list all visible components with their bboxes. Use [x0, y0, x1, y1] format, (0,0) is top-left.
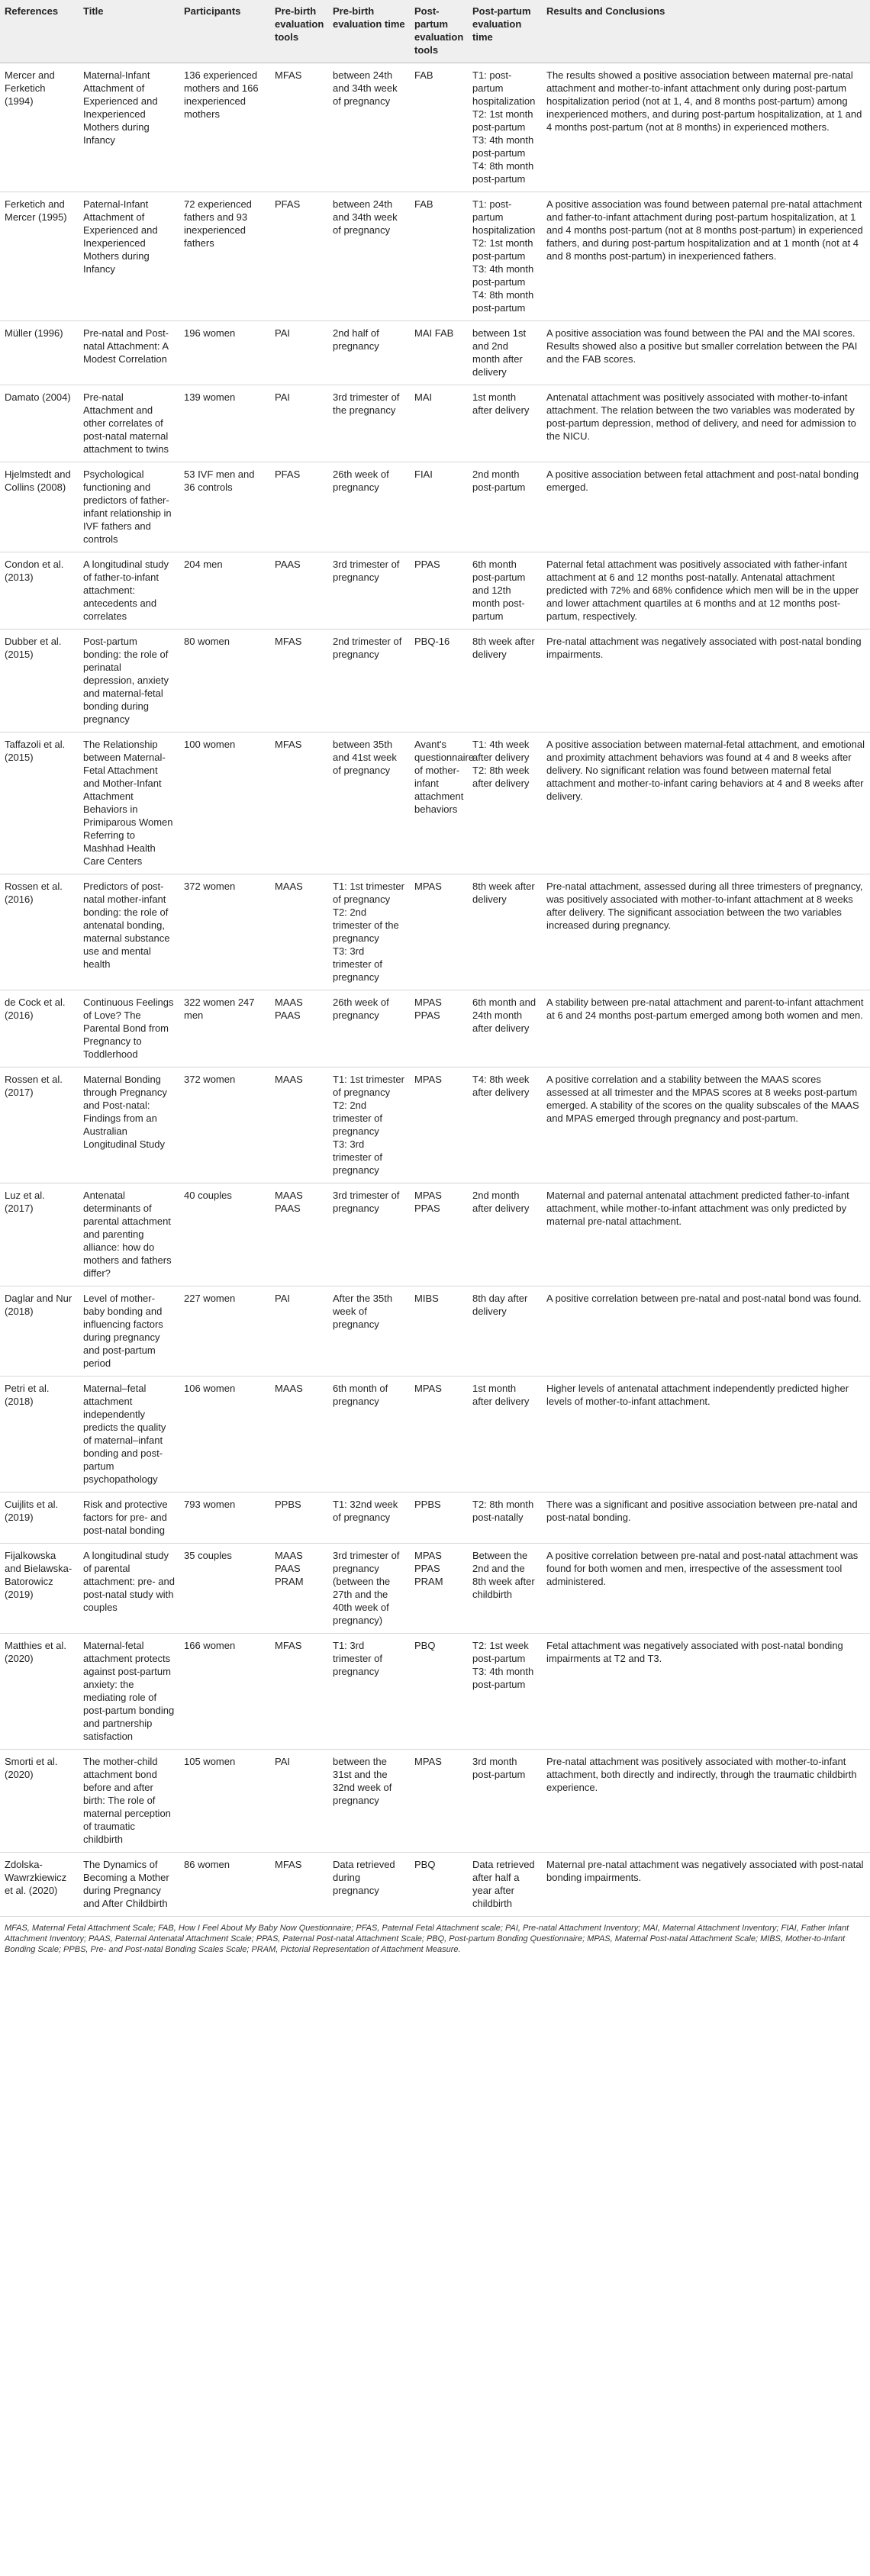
cell-reference: Taffazoli et al. (2015) [0, 733, 79, 874]
cell-title: Continuous Feelings of Love? The Parental Bond from Pregnancy to Toddlerhood [79, 990, 179, 1067]
cell-title: Maternal–fetal attachment independently predicts the quality of maternal–infant bonding and post-partum psychopathology [79, 1377, 179, 1492]
cell-post-partum-tools: MPAS PPAS PRAM [410, 1544, 468, 1634]
cell-pre-birth-time: T1: 32nd week of pregnancy [328, 1492, 410, 1544]
cell-title: A longitudinal study of parental attachment: pre- and post-natal study with couples [79, 1544, 179, 1634]
cell-post-partum-time: T2: 1st week post-partum T3: 4th month post-partum [468, 1634, 542, 1750]
table-row [0, 1286, 870, 1377]
cell-reference: Fijalkowska and Bielawska-Batorowicz (2019) [0, 1544, 79, 1634]
header-references: References [0, 0, 79, 63]
cell-pre-birth-tools: PPBS [270, 1492, 328, 1544]
cell-pre-birth-tools: PFAS [270, 462, 328, 552]
cell-results: Paternal fetal attachment was positively associated with father-infant attachment at 6 and 12 months post-natally. Antenatal attachment predicted with 72% and 68% confidence which men will be in the upper and lower attachment quartiles at 6 months and at 12 months post-partum, respectively. [542, 552, 870, 630]
cell-pre-birth-tools: MFAS [270, 733, 328, 874]
cell-results: A positive association between fetal attachment and post-natal bonding emerged. [542, 462, 870, 552]
header-title: Title [79, 0, 179, 63]
cell-pre-birth-time: Data retrieved during pregnancy [328, 1853, 410, 1917]
cell-title: Maternal-Infant Attachment of Experienced and Inexperienced Mothers during Infancy [79, 63, 179, 192]
cell-title: Psychological functioning and predictors of father-infant relationship in IVF fathers and controls [79, 462, 179, 552]
cell-results: The results showed a positive association between maternal pre-natal attachment and mother-to-infant attachment only during post-partum hospitalization period (not at 1, 4, and 8 months post-partum) among inexperienced mothers, and during post-partum hospitalization, at 1 and 4 months post-partum (not at 8 months) in experienced mothers. [542, 63, 870, 192]
cell-pre-birth-tools: MAAS PAAS [270, 1183, 328, 1286]
cell-post-partum-time: T1: 4th week after delivery T2: 8th week after delivery [468, 733, 542, 874]
table-row [0, 1377, 870, 1492]
cell-pre-birth-tools: PAI [270, 321, 328, 385]
table-row [0, 321, 870, 385]
cell-post-partum-time: T1: post-partum hospitalization T2: 1st month post-partum T3: 4th month post-partum T4: 8th month post-partum [468, 63, 542, 192]
table-header [0, 0, 870, 63]
table-row [0, 1492, 870, 1544]
cell-title: Predictors of post-natal mother-infant bonding: the role of antenatal bonding, maternal substance use and mental health [79, 874, 179, 990]
cell-post-partum-tools: Avant's questionnaire of mother-infant attachment behaviors [410, 733, 468, 874]
cell-results: A positive association was found between the PAI and the MAI scores. Results showed also a positive but smaller correlation between the PAI and the FAB scores. [542, 321, 870, 385]
cell-results: Fetal attachment was negatively associated with post-natal bonding impairments at T2 and T3. [542, 1634, 870, 1750]
cell-participants: 322 women 247 men [179, 990, 270, 1067]
cell-results: There was a significant and positive association between pre-natal and post-natal bonding. [542, 1492, 870, 1544]
cell-post-partum-tools: PBQ-16 [410, 630, 468, 733]
cell-results: A positive association was found between paternal pre-natal attachment and father-to-infant attachment during post-partum hospitalization, at 1 and 4 months post-partum (not at 8 months post-partum) in experienced fathers, and during post-partum hospitalization and at 1 month (not at 4 and 8 months post-partum) in inexperienced fathers. [542, 192, 870, 321]
table-row [0, 192, 870, 321]
table-row [0, 1853, 870, 1917]
cell-reference: Smorti et al. (2020) [0, 1750, 79, 1853]
cell-participants: 53 IVF men and 36 controls [179, 462, 270, 552]
cell-participants: 86 women [179, 1853, 270, 1917]
table-row [0, 733, 870, 874]
cell-post-partum-time: 1st month after delivery [468, 1377, 542, 1492]
cell-participants: 100 women [179, 733, 270, 874]
header-pre-birth-time: Pre-birth evaluation time [328, 0, 410, 63]
cell-post-partum-tools: MPAS [410, 1377, 468, 1492]
cell-post-partum-time: 8th week after delivery [468, 874, 542, 990]
cell-post-partum-time: 8th day after delivery [468, 1286, 542, 1377]
cell-post-partum-time: T4: 8th week after delivery [468, 1067, 542, 1183]
cell-results: A positive correlation and a stability between the MAAS scores assessed at all trimester and the MPAS scores at 8 weeks post-partum emerged. A stability of the scores on the quality subscales of the MAAS and MPAS emerged through pregnancy and post-partum. [542, 1067, 870, 1183]
cell-pre-birth-tools: MFAS [270, 1853, 328, 1917]
cell-participants: 40 couples [179, 1183, 270, 1286]
cell-reference: de Cock et al. (2016) [0, 990, 79, 1067]
cell-post-partum-time: 6th month and 24th month after delivery [468, 990, 542, 1067]
cell-results: A positive association between maternal-fetal attachment, and emotional and proximity attachment behaviors was found at 4 and 8 weeks after delivery. No significant relation was found between maternal fetal attachment and mother-to-infant caring behaviors at 4 and 8 weeks after delivery. [542, 733, 870, 874]
cell-pre-birth-time: between 24th and 34th week of pregnancy [328, 63, 410, 192]
table-row [0, 990, 870, 1067]
cell-post-partum-time: T2: 8th month post-natally [468, 1492, 542, 1544]
cell-title: The Relationship between Maternal-Fetal Attachment and Mother-Infant Attachment Behaviors in Primiparous Women Referring to Mashhad Health Care Centers [79, 733, 179, 874]
cell-post-partum-tools: MPAS [410, 1750, 468, 1853]
cell-pre-birth-tools: PAI [270, 1750, 328, 1853]
table-row [0, 1183, 870, 1286]
cell-reference: Petri et al. (2018) [0, 1377, 79, 1492]
cell-title: Pre-natal Attachment and other correlates of post-natal maternal attachment to twins [79, 385, 179, 462]
cell-results: Pre-natal attachment, assessed during all three trimesters of pregnancy, was positively associated with mother-to-infant attachment at 8 weeks after delivery. The significant association between the two variables increased during pregnancy. [542, 874, 870, 990]
cell-reference: Luz et al. (2017) [0, 1183, 79, 1286]
cell-post-partum-tools: MAI [410, 385, 468, 462]
cell-pre-birth-time: between 35th and 41st week of pregnancy [328, 733, 410, 874]
cell-pre-birth-time: 6th month of pregnancy [328, 1377, 410, 1492]
cell-pre-birth-time: T1: 3rd trimester of pregnancy [328, 1634, 410, 1750]
table-body [0, 63, 870, 1917]
cell-reference: Condon et al. (2013) [0, 552, 79, 630]
cell-reference: Zdolska-Wawrzkiewicz et al. (2020) [0, 1853, 79, 1917]
cell-participants: 372 women [179, 1067, 270, 1183]
cell-participants: 139 women [179, 385, 270, 462]
table-row [0, 1634, 870, 1750]
cell-results: A positive correlation between pre-natal and post-natal attachment was found for both women and men, irrespective of the assessment tool administered. [542, 1544, 870, 1634]
cell-post-partum-tools: MPAS PPAS [410, 990, 468, 1067]
cell-results: A stability between pre-natal attachment and parent-to-infant attachment at 6 and 24 months post-partum emerged among both women and men. [542, 990, 870, 1067]
cell-pre-birth-tools: MAAS [270, 874, 328, 990]
cell-participants: 106 women [179, 1377, 270, 1492]
table-row [0, 385, 870, 462]
cell-results: Pre-natal attachment was positively associated with mother-to-infant attachment, both directly and indirectly, through the traumatic childbirth experience. [542, 1750, 870, 1853]
cell-participants: 204 men [179, 552, 270, 630]
cell-title: Maternal-fetal attachment protects against post-partum anxiety: the mediating role of post-partum bonding and partnership satisfaction [79, 1634, 179, 1750]
cell-reference: Rossen et al. (2016) [0, 874, 79, 990]
cell-title: Antenatal determinants of parental attachment and parenting alliance: how do mothers and fathers differ? [79, 1183, 179, 1286]
header-row [0, 0, 870, 63]
cell-pre-birth-tools: PAI [270, 385, 328, 462]
cell-results: Pre-natal attachment was negatively associated with post-natal bonding impairments. [542, 630, 870, 733]
cell-title: Paternal-Infant Attachment of Experienced and Inexperienced Mothers during Infancy [79, 192, 179, 321]
table-row [0, 630, 870, 733]
cell-post-partum-time: between 1st and 2nd month after delivery [468, 321, 542, 385]
header-post-partum-tools: Post-partum evaluation tools [410, 0, 468, 63]
cell-pre-birth-time: 26th week of pregnancy [328, 462, 410, 552]
cell-pre-birth-tools: MAAS PAAS [270, 990, 328, 1067]
cell-title: Level of mother-baby bonding and influencing factors during pregnancy and post-partum period [79, 1286, 179, 1377]
cell-reference: Mercer and Ferketich (1994) [0, 63, 79, 192]
cell-pre-birth-time: After the 35th week of pregnancy [328, 1286, 410, 1377]
cell-post-partum-tools: MIBS [410, 1286, 468, 1377]
cell-pre-birth-time: 3rd trimester of the pregnancy [328, 385, 410, 462]
table-row [0, 1067, 870, 1183]
cell-pre-birth-tools: PFAS [270, 192, 328, 321]
cell-title: The mother-child attachment bond before and after birth: The role of maternal perception of traumatic childbirth [79, 1750, 179, 1853]
header-pre-birth-tools: Pre-birth evaluation tools [270, 0, 328, 63]
cell-post-partum-tools: PPAS [410, 552, 468, 630]
cell-reference: Damato (2004) [0, 385, 79, 462]
cell-pre-birth-tools: MFAS [270, 630, 328, 733]
cell-post-partum-tools: MAI FAB [410, 321, 468, 385]
cell-results: Maternal pre-natal attachment was negatively associated with post-natal bonding impairments. [542, 1853, 870, 1917]
table-row [0, 1750, 870, 1853]
cell-participants: 72 experienced fathers and 93 inexperienced fathers [179, 192, 270, 321]
cell-post-partum-tools: PBQ [410, 1853, 468, 1917]
cell-reference: Dubber et al. (2015) [0, 630, 79, 733]
cell-pre-birth-time: T1: 1st trimester of pregnancy T2: 2nd trimester of pregnancy T3: 3rd trimester of pregnancy [328, 1067, 410, 1183]
header-post-partum-time: Post-partum evaluation time [468, 0, 542, 63]
cell-participants: 35 couples [179, 1544, 270, 1634]
cell-pre-birth-time: 3rd trimester of pregnancy [328, 1183, 410, 1286]
cell-post-partum-time: Data retrieved after half a year after childbirth [468, 1853, 542, 1917]
cell-results: Antenatal attachment was positively associated with mother-to-infant attachment. The relation between the two variables was moderated by post-partum depression, method of delivery, and need for admission to the NICU. [542, 385, 870, 462]
cell-post-partum-time: T1: post-partum hospitalization T2: 1st month post-partum T3: 4th month post-partum T4: 8th month post-partum [468, 192, 542, 321]
cell-post-partum-time: 2nd month post-partum [468, 462, 542, 552]
cell-pre-birth-time: between 24th and 34th week of pregnancy [328, 192, 410, 321]
table-row [0, 1544, 870, 1634]
cell-participants: 227 women [179, 1286, 270, 1377]
cell-participants: 166 women [179, 1634, 270, 1750]
cell-pre-birth-time: 3rd trimester of pregnancy [328, 552, 410, 630]
cell-title: A longitudinal study of father-to-infant attachment: antecedents and correlates [79, 552, 179, 630]
cell-post-partum-time: 2nd month after delivery [468, 1183, 542, 1286]
header-participants: Participants [179, 0, 270, 63]
table-row [0, 874, 870, 990]
cell-post-partum-tools: PBQ [410, 1634, 468, 1750]
table-footnote: MFAS, Maternal Fetal Attachment Scale; FAB, How I Feel About My Baby Now Questionnaire; PFAS, Paternal Fetal Attachment scale; PAI, Pre-natal Attachment Inventory; MAI, Maternal Attachment Inventory; FIAI, Father Infant Attachment Inventory; PAAS, Paternal Antenatal Attachment Scale; PPAS, Paternal Post-natal Attachment Scale; PBQ, Post-partum Bonding Questionnaire; MPAS, Maternal Post-natal Attachment Scale; MIBS, Mother-to-Infant Bonding Scale; PPBS, Pre- and Post-natal Bonding Scales Scale; PRAM, Pictorial Representation of Attachment Measure. [5, 1924, 849, 1954]
cell-title: Risk and protective factors for pre- and post-natal bonding [79, 1492, 179, 1544]
cell-reference: Müller (1996) [0, 321, 79, 385]
cell-title: Pre-natal and Post-natal Attachment: A Modest Correlation [79, 321, 179, 385]
cell-participants: 80 women [179, 630, 270, 733]
cell-participants: 372 women [179, 874, 270, 990]
cell-pre-birth-tools: MFAS [270, 63, 328, 192]
cell-participants: 793 women [179, 1492, 270, 1544]
cell-pre-birth-tools: MAAS [270, 1377, 328, 1492]
cell-post-partum-tools: MPAS PPAS [410, 1183, 468, 1286]
cell-post-partum-tools: FAB [410, 63, 468, 192]
cell-post-partum-time: 3rd month post-partum [468, 1750, 542, 1853]
cell-pre-birth-tools: MAAS [270, 1067, 328, 1183]
cell-post-partum-time: Between the 2nd and the 8th week after childbirth [468, 1544, 542, 1634]
table-row [0, 462, 870, 552]
table-row [0, 552, 870, 630]
cell-pre-birth-tools: PAAS [270, 552, 328, 630]
cell-pre-birth-time: 2nd half of pregnancy [328, 321, 410, 385]
cell-pre-birth-time: T1: 1st trimester of pregnancy T2: 2nd trimester of the pregnancy T3: 3rd trimester of pregnancy [328, 874, 410, 990]
cell-title: Maternal Bonding through Pregnancy and Post-natal: Findings from an Australian Longitudinal Study [79, 1067, 179, 1183]
cell-reference: Cuijlits et al. (2019) [0, 1492, 79, 1544]
cell-participants: 136 experienced mothers and 166 inexperienced mothers [179, 63, 270, 192]
cell-pre-birth-time: between the 31st and the 32nd week of pregnancy [328, 1750, 410, 1853]
cell-post-partum-tools: FIAI [410, 462, 468, 552]
cell-reference: Hjelmstedt and Collins (2008) [0, 462, 79, 552]
cell-pre-birth-tools: MAAS PAAS PRAM [270, 1544, 328, 1634]
cell-title: Post-partum bonding: the role of perinatal depression, anxiety and maternal-fetal bonding during pregnancy [79, 630, 179, 733]
cell-post-partum-tools: MPAS [410, 874, 468, 990]
cell-post-partum-time: 8th week after delivery [468, 630, 542, 733]
cell-participants: 105 women [179, 1750, 270, 1853]
cell-results: Higher levels of antenatal attachment independently predicted higher levels of mother-to-infant attachment. [542, 1377, 870, 1492]
cell-post-partum-time: 6th month post-partum and 12th month post-partum [468, 552, 542, 630]
cell-reference: Ferketich and Mercer (1995) [0, 192, 79, 321]
cell-post-partum-time: 1st month after delivery [468, 385, 542, 462]
cell-pre-birth-tools: PAI [270, 1286, 328, 1377]
cell-post-partum-tools: PPBS [410, 1492, 468, 1544]
cell-post-partum-tools: FAB [410, 192, 468, 321]
cell-reference: Matthies et al. (2020) [0, 1634, 79, 1750]
cell-reference: Rossen et al. (2017) [0, 1067, 79, 1183]
cell-pre-birth-time: 2nd trimester of pregnancy [328, 630, 410, 733]
cell-pre-birth-time: 3rd trimester of pregnancy (between the 27th and the 40th week of pregnancy) [328, 1544, 410, 1634]
cell-pre-birth-tools: MFAS [270, 1634, 328, 1750]
header-results: Results and Conclusions [542, 0, 870, 63]
cell-title: The Dynamics of Becoming a Mother during Pregnancy and After Childbirth [79, 1853, 179, 1917]
cell-reference: Daglar and Nur (2018) [0, 1286, 79, 1377]
cell-participants: 196 women [179, 321, 270, 385]
table-row [0, 63, 870, 192]
cell-post-partum-tools: MPAS [410, 1067, 468, 1183]
cell-pre-birth-time: 26th week of pregnancy [328, 990, 410, 1067]
cell-results: Maternal and paternal antenatal attachment predicted father-to-infant attachment, while mother-to-infant attachment was only predicted by maternal pre-natal attachment. [542, 1183, 870, 1286]
cell-results: A positive correlation between pre-natal and post-natal bond was found. [542, 1286, 870, 1377]
